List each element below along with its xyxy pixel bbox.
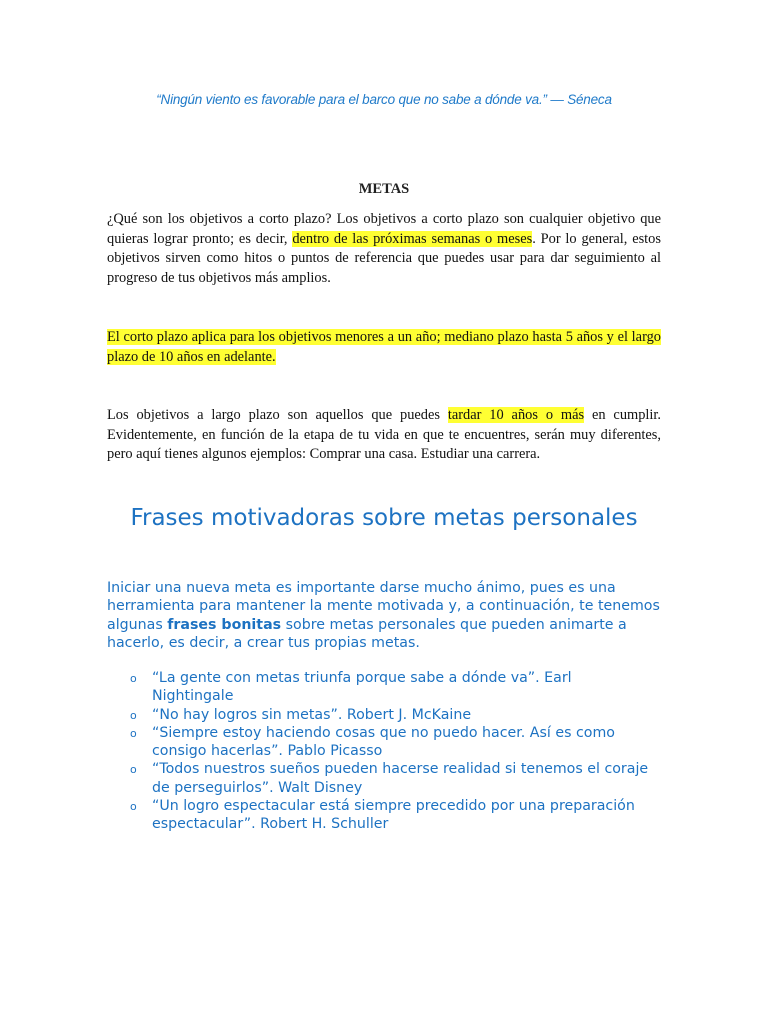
epigraph-quote: “Ningún viento es favorable para el barco que no sabe a dónde va.” — Séneca: [156, 92, 612, 107]
paragraph-text: ¿Qué son los objetivos a corto plazo? Los objetivos a corto plazo son cualquier objetivo que quieras lograr pronto; es decir,: [107, 211, 661, 247]
quotes-list: [130, 669, 650, 834]
list-item: [130, 797, 650, 834]
list-item-text: “Todos nuestros sueños pueden hacerse realidad si tenemos el coraje de perseguirlos”. Walt Disney: [152, 761, 649, 796]
paragraph-text: . Por lo general, estos objetivos sirven como hitos o puntos de referencia que puedes usar para dar seguimiento al progreso de tus objetivos más amplios.: [107, 230, 661, 286]
intro-text: sobre metas personales que pueden animarte a hacerlo, es decir, a crear tus propias metas.: [107, 616, 627, 651]
highlighted-text: tardar 10 años o más: [447, 407, 585, 423]
intro-paragraph: [107, 579, 667, 652]
list-item-text: “Siempre estoy haciendo cosas que no puedo hacer. Así es como consigo hacerlas”. Pablo Picasso: [152, 724, 615, 760]
list-item: [130, 706, 650, 724]
list-item-text: “No hay logros sin metas”. Robert J. McKaine: [152, 706, 472, 723]
intro-text: Iniciar una nueva meta es importante darse mucho ánimo, pues es una herramienta para mantener la mente motivada y, a continuación, te tenemos algunas: [107, 580, 660, 633]
highlighted-text: El corto plazo aplica para los objetivos menores a un año; mediano plazo hasta 5 años y el largo plazo de 10 años en adelante.: [107, 329, 661, 365]
paragraph-short-term: [107, 210, 661, 288]
list-item: [130, 669, 650, 706]
metas-title: METAS: [358, 181, 410, 197]
list-item-text: “Un logro espectacular está siempre precedido por una preparación espectacular”. Robert H. Schuller: [152, 798, 635, 833]
list-item-text: “La gente con metas triunfa porque sabe a dónde va”. Earl Nightingale: [152, 670, 572, 705]
list-item: [130, 760, 650, 797]
bold-text: frases bonitas: [167, 616, 282, 633]
paragraph-long-term: [107, 406, 661, 465]
circle-bullet-icon: o: [130, 672, 137, 685]
highlighted-text: dentro de las próximas semanas o meses: [292, 230, 533, 247]
list-item: [130, 724, 650, 761]
paragraph-text: Los objetivos a largo plazo son aquellos que puedes: [107, 407, 448, 423]
paragraph-text: en cumplir. Evidentemente, en función de la etapa de tu vida en que te encuentres, serán muy diferentes, pero aquí tienes algunos ejemplos: Comprar una casa. Estudiar una carrera.: [107, 407, 661, 463]
circle-bullet-icon: o: [130, 763, 137, 777]
circle-bullet-icon: o: [130, 726, 137, 740]
paragraph-term-definitions: [107, 328, 661, 367]
circle-bullet-icon: o: [130, 800, 137, 814]
circle-bullet-icon: o: [130, 708, 137, 722]
section-heading: Frases motivadoras sobre metas personales: [130, 505, 638, 531]
